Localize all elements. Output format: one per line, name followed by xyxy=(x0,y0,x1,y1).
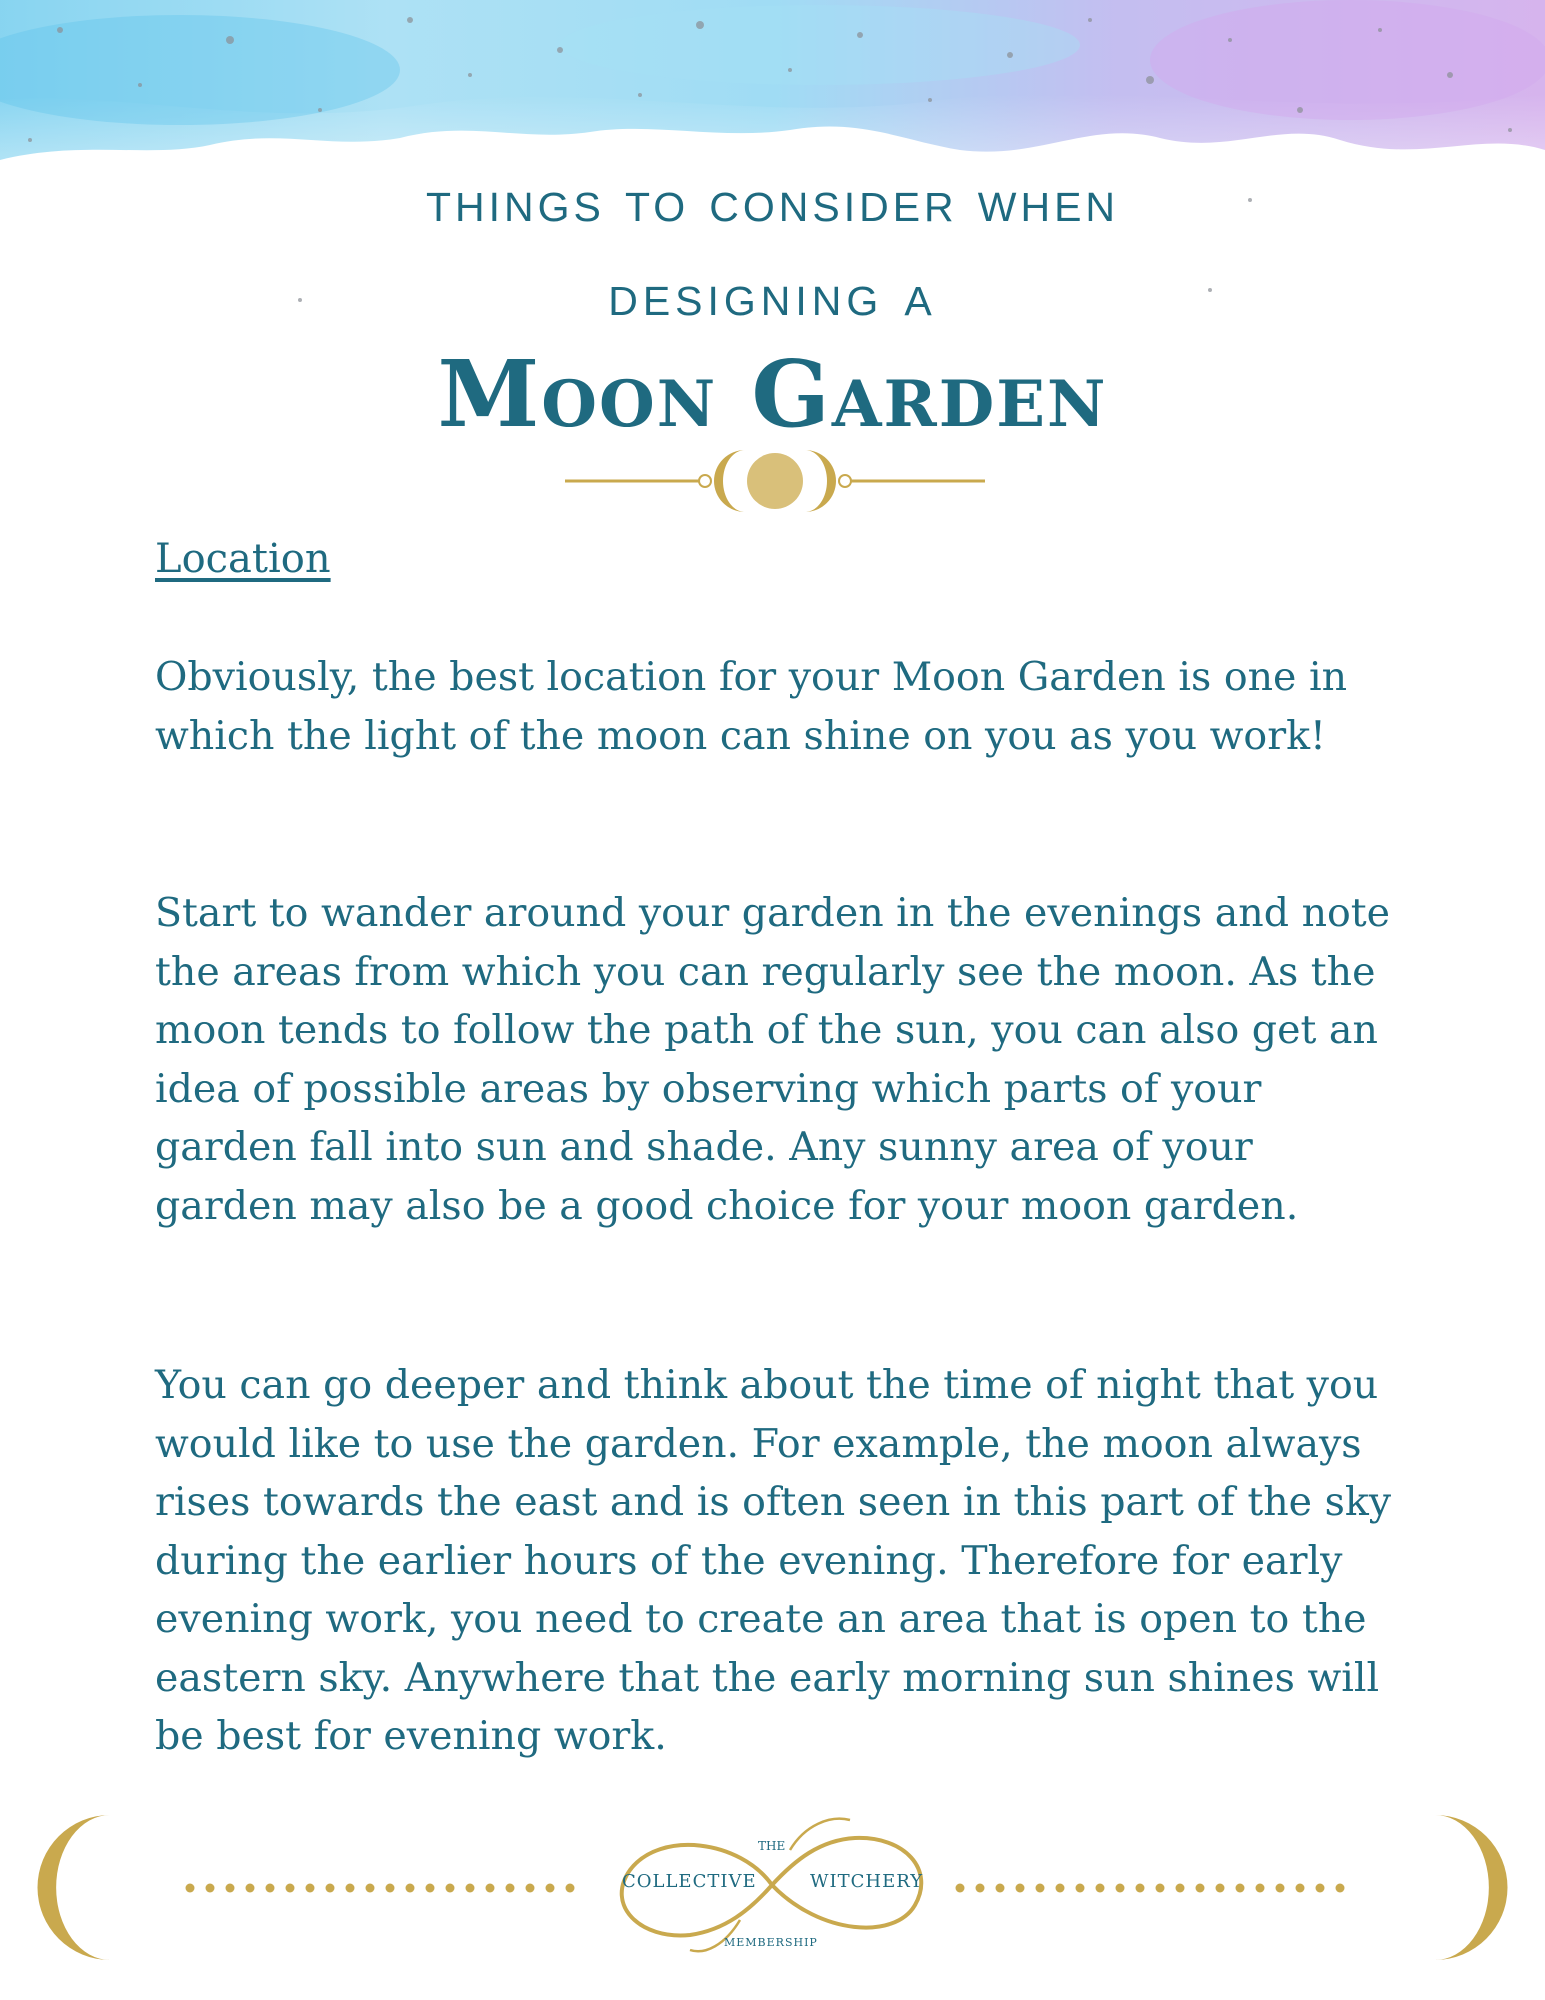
paragraph: Start to wander around your garden in the evenings and note the areas from which you can regularly see the moon. As the moon tends to follow the path of the sun, you can also get an idea of possible areas by observing which parts of your garden fall into sun and shade. Any sunny area of your garden may also be a good choice for your moon garden. xyxy=(155,890,1391,1229)
crescent-moon-icon xyxy=(38,1815,111,1960)
paragraph: You can go deeper and think about the time of night that you would like to use the garden. For example, the moon always rises towards the east and is often seen in this part of the sky during the earlier hours of the evening. Therefore for early evening work, you need to create an area that is open to the eastern sky. Anywhere that the early morning sun shines will be best for evening work. xyxy=(155,1362,1392,1759)
title-line-2: designing a xyxy=(608,263,937,328)
logo-text-membership: membership xyxy=(724,1932,818,1950)
logo-text-collective: collective xyxy=(622,1864,757,1893)
page-title: Moon Garden xyxy=(437,340,1108,448)
footer xyxy=(0,1800,1545,2000)
crescent-moon-icon xyxy=(1435,1815,1508,1960)
section-heading-location: Location xyxy=(155,536,331,582)
logo-text-the: the xyxy=(758,1835,786,1855)
moon-phases-divider-icon xyxy=(560,440,990,520)
logo-text-witchery: witchery xyxy=(810,1864,924,1893)
title-line-1: things to consider when xyxy=(425,169,1120,234)
paragraph: Obviously, the best location for your Moon Garden is one in which the light of the moon can shine on you as you work! xyxy=(155,654,1348,759)
